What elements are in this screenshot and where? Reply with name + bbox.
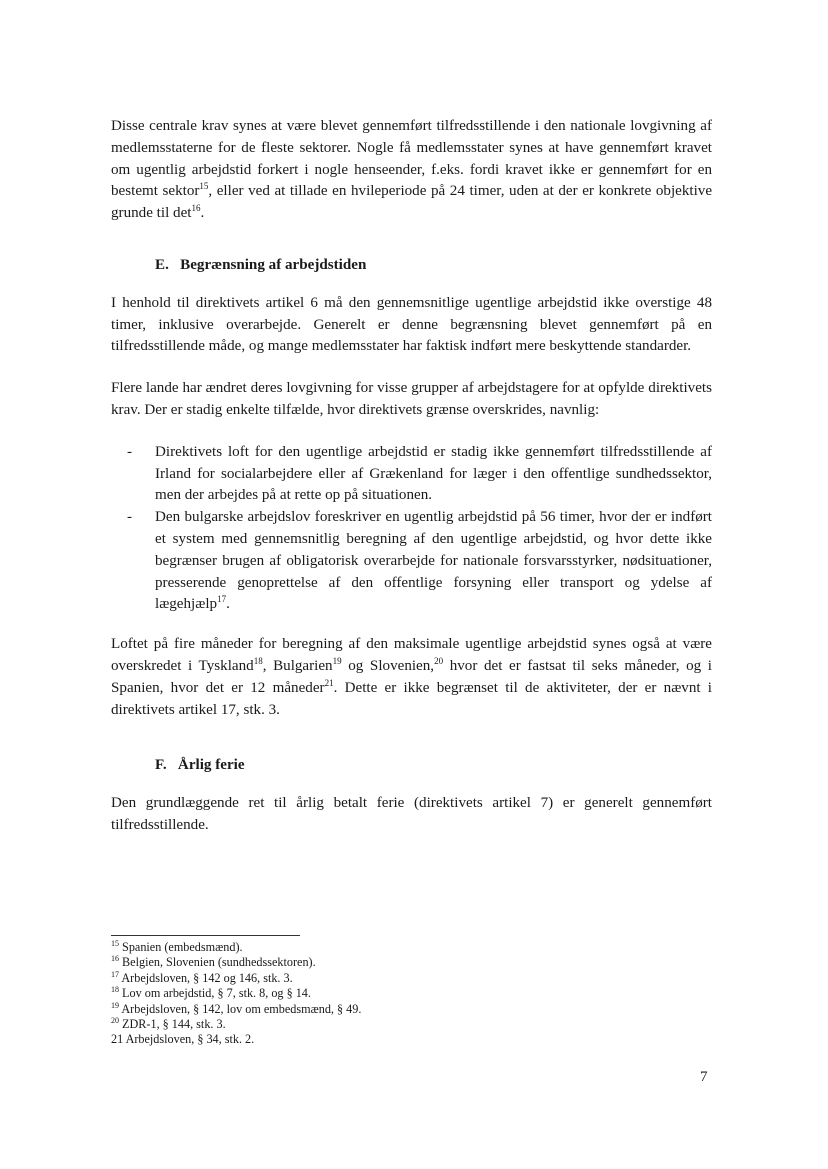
footnote-number: 19 <box>111 1000 119 1010</box>
footnote-separator <box>111 935 300 936</box>
footnote-16 <box>111 955 611 970</box>
section-e-heading: E. Begrænsning af arbejdstiden <box>155 256 367 273</box>
footnote-17 <box>111 971 611 986</box>
intro-paragraph <box>111 116 712 225</box>
bullet-list <box>111 442 712 616</box>
bullet-item-1-text: Direktivets loft for den ugentlige arbejdstid er stadig ikke gennemført tilfredsstillende af Irland for socialarbejdere eller af Grækenland for læger i den offentlige sundhedssektor, men der arbejdes på at rette op på situationen. <box>155 443 712 504</box>
footnote-15 <box>111 940 611 955</box>
section-f-paragraph-1: Den grundlæggende ret til årlig betalt ferie (direktivets artikel 7) er generelt gennemført tilfredsstillende. <box>111 795 712 833</box>
intro-text-3: . <box>200 205 205 222</box>
footnote-ref-21: 21 <box>324 677 334 688</box>
bullet-dash: - <box>127 509 133 526</box>
footnote-number: 15 <box>111 939 119 948</box>
para3-text-2: , Bulgarien <box>262 657 333 674</box>
footnote-ref-19: 19 <box>332 655 342 666</box>
bullet-item-2-body: Den bulgarske arbejdslov foreskriver en ugentlig arbejdstid på 56 timer, hvor der er indført et system med gennemsnitlig beregning af den ugentlige arbejdstid, og hvor dette ikke begrænser brugen af obligatorisk overarbejde for nationale forsvarsstyrker, nødsituationer, presserende genoprettelse af den offentlige forsyning eller transport og ydelse af lægehjælp <box>155 509 712 613</box>
footnote-text: Spanien (embedsmænd). <box>119 940 243 954</box>
footnote-18 <box>111 986 611 1001</box>
bullet-item-2 <box>111 507 712 616</box>
footnote-number: 17 <box>111 969 119 979</box>
page-number: 7 <box>700 1069 708 1085</box>
para3-text-5: . Dette er ikke begrænset til de aktiviteter, der er nævnt i direktivets artikel 17, stk. 3. <box>111 679 713 718</box>
footnote-20 <box>111 1017 611 1032</box>
footnote-ref-20: 20 <box>434 655 444 666</box>
footnote-ref-16: 16 <box>191 203 201 214</box>
footnote-19 <box>111 1002 611 1017</box>
bullet-item-2-text <box>155 507 712 616</box>
footnote-ref-17: 17 <box>217 594 227 605</box>
footnote-ref-18: 18 <box>253 655 263 666</box>
para3-text-4: hvor det er fastsat til seks måneder, og i Spanien, hvor det er 12 måneder <box>111 657 712 696</box>
footnote-number: 20 <box>111 1016 119 1026</box>
footnote-ref-15: 15 <box>199 181 209 192</box>
footnote-21 <box>111 1032 611 1047</box>
footnote-text: Lov om arbejdstid, § 7, stk. 8, og § 14. <box>119 986 311 1001</box>
section-e-paragraph-1: I henhold til direktivets artikel 6 må den gennemsnitlige ugentlige arbejdstid ikke overstige 48 timer, inklusive overarbejde. Generelt er denne begrænsning blevet gennemført på en tilfredsstillende måde, og mange medlemsstater har faktisk indført mere beskyttende standarder. <box>111 294 712 355</box>
footnote-number: 16 <box>111 954 119 964</box>
bullet-item-2-end: . <box>226 596 230 613</box>
footnote-text: Arbejdsloven, § 142, lov om embedsmænd, § 49. <box>119 1001 362 1016</box>
section-f-heading: F. Årlig ferie <box>155 757 245 774</box>
body-text <box>111 116 712 837</box>
footnote-text: Arbejdsloven, § 142 og 146, stk. 3. <box>119 970 293 985</box>
footnote-text: ZDR-1, § 144, stk. 3. <box>119 1017 226 1032</box>
footnote-number: 18 <box>111 985 119 995</box>
footnotes <box>111 935 611 1048</box>
bullet-dash: - <box>127 443 133 460</box>
para3-text-1: Loftet på fire måneder for beregning af den maksimale ugentlige arbejdstid synes også at være overskredet i Tyskland <box>111 636 712 674</box>
section-e-paragraph-3 <box>111 634 712 721</box>
para3-text-3: og Slovenien, <box>341 657 435 674</box>
intro-text-1: Disse centrale krav synes at være blevet gennemført tilfredsstillende i den nationale lovgivning af medlemsstaterne for de fleste sektorer. Nogle få medlemsstater synes at have gennemført kravet om ugentlig arbejdstid forkert i nogle henseender, f.eks. fordi kravet ikke er gennemført for en bestemt sektor <box>111 118 712 200</box>
footnote-text: Arbejdsloven, § 34, stk. 2. <box>125 1032 255 1047</box>
intro-text-2: , eller ved at tillade en hvileperiode på 24 timer, uden at der er konkrete objektive grunde til det <box>111 183 713 222</box>
footnote-text: Belgien, Slovenien (sundhedssektoren). <box>119 955 316 970</box>
footnote-number: 21 <box>111 1032 126 1047</box>
section-e-paragraph-2: Flere lande har ændret deres lovgivning for visse grupper af arbejdstagere for at opfylde direktivets krav. Der er stadig enkelte tilfælde, hvor direktivets grænse overskrides, navnlig: <box>111 380 712 418</box>
bullet-item-1 <box>111 442 712 507</box>
